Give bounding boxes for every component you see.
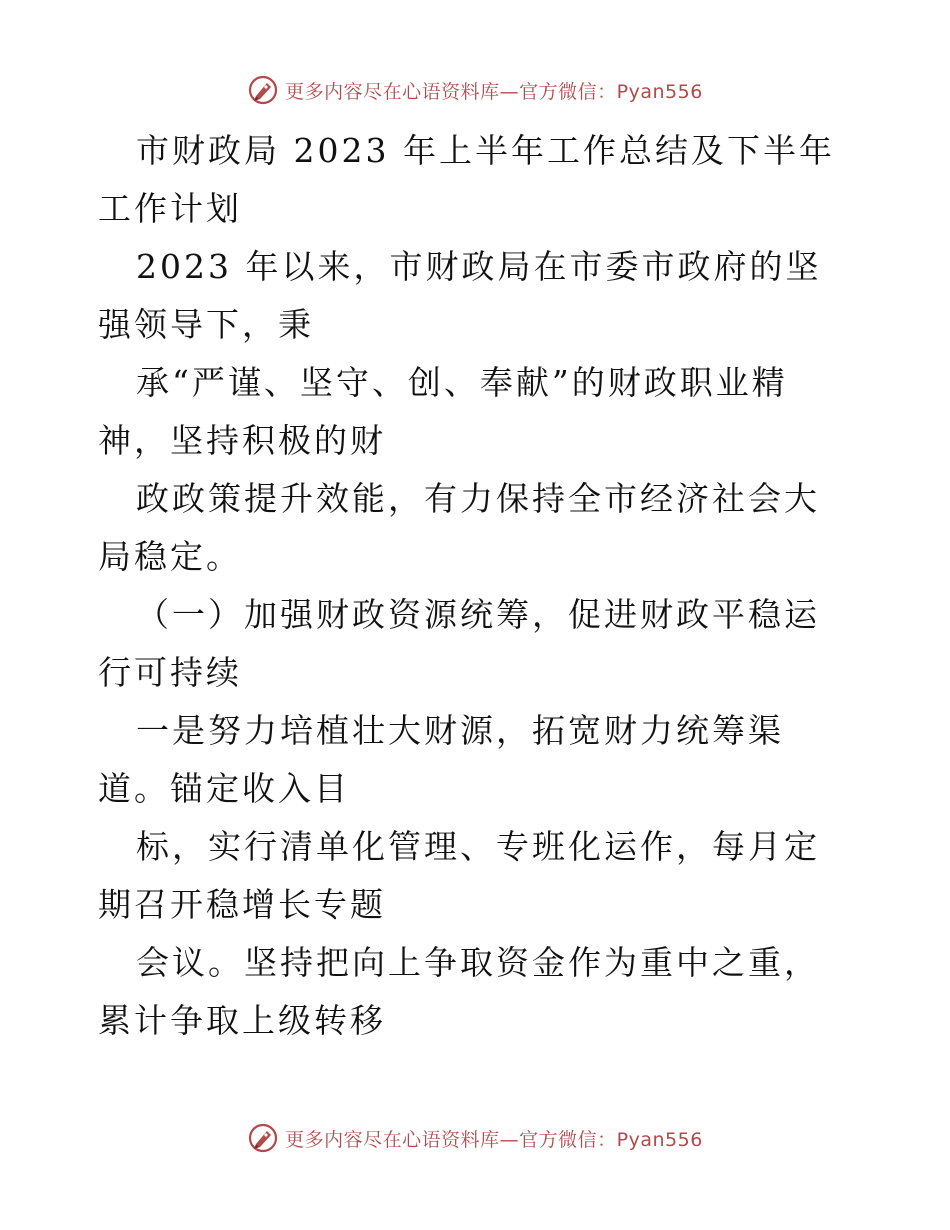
paragraph: 会议。坚持把向上争取资金作为重中之重，累计争取上级转移 [98, 943, 820, 1040]
document-body [98, 122, 852, 1050]
paragraph: 政政策提升效能，有力保持全市经济社会大局稳定。 [98, 479, 820, 576]
section-heading: （一）加强财政资源统筹，促进财政平稳运行可持续 [98, 595, 820, 692]
paragraph: 2023 年以来，市财政局在市委市政府的坚强领导下，秉 [98, 247, 822, 344]
paragraph: 承“严谨、坚守、创、奉献”的财政职业精神，坚持积极的财 [98, 363, 788, 460]
banner-text: 更多内容尽在心语资料库—官方微信：Pyan556 [285, 80, 703, 103]
header-watermark-banner [0, 70, 950, 110]
footer-watermark-banner [0, 1118, 950, 1158]
banner-text: 更多内容尽在心语资料库—官方微信：Pyan556 [285, 1128, 703, 1151]
document-title: 市财政局 2023 年上半年工作总结及下半年工作计划 [98, 131, 835, 228]
paragraph: 一是努力培植壮大财源，拓宽财力统筹渠道。锚定收入目 [98, 711, 784, 808]
pen-nib-seal-icon [247, 74, 279, 106]
paragraph: 标，实行清单化管理、专班化运作，每月定期召开稳增长专题 [98, 827, 820, 924]
pen-nib-seal-icon [247, 1122, 279, 1154]
